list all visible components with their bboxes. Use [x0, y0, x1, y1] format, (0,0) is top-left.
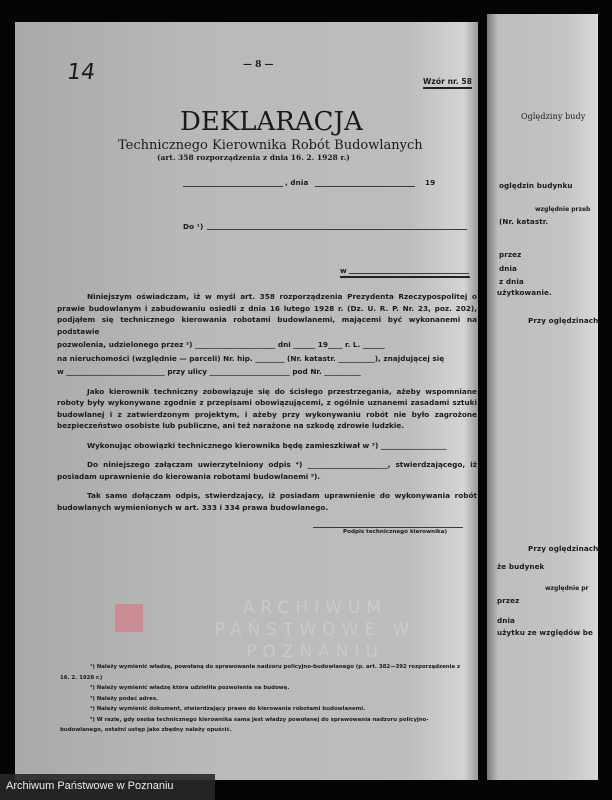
to-label: Do ¹)	[183, 222, 204, 231]
street-line: w ___________________________ przy ulicy ______________________ pod Nr. __________	[57, 367, 361, 376]
signature-label: Podpis technicznego kierownika)	[313, 527, 463, 537]
right-section: Przy oględzinach	[528, 316, 598, 325]
right-line: względnie pr	[545, 585, 589, 592]
residence-paragraph: Wykonując obowiązki technicznego kierownika będę zamieszkiwał w ³) __________________	[87, 440, 447, 450]
qualification-paragraph: Tak samo dołączam odpis, stwierdzający, iż posiadam uprawnienie do wykonywania robót budowlanych wymienionych w art. 333 i 334 prawa budowlanego.	[57, 491, 477, 512]
right-line: przez	[499, 250, 522, 259]
right-line: użytkowanie.	[497, 288, 552, 297]
declaration-body	[57, 291, 477, 537]
right-line: oględzin budynku	[499, 181, 573, 190]
right-heading: Oględziny budy	[521, 112, 586, 121]
right-line: względnie przeb	[535, 206, 591, 213]
year-prefix: 19	[425, 178, 436, 187]
footnote: ¹) Należy wymienić władzę, powołaną do sprawowania nadzoru policyjno-budowlanego (p. art. 382—392 rozporządzenia z 16. 2. 1928 r.)	[60, 664, 461, 681]
adjacent-page	[487, 14, 598, 780]
permit-line: pozwolenia, udzielonego przez ²) ______________________ dni ______ 19____ r. L. ______	[57, 340, 385, 349]
document-page	[15, 22, 478, 780]
right-section: Przy oględzinach	[528, 544, 598, 553]
handwritten-number: 14	[65, 60, 97, 85]
right-line: z dnia	[499, 277, 524, 286]
archive-watermark: Archiwum Państwowe w Poznaniu	[0, 774, 215, 800]
obligation-paragraph: Jako kierownik techniczny zobowiązuje się do ścisłego przestrzegania, ażeby wspomniane roboty były wykonywane zgodnie z przepisami obowiązującemi, z ogólnie uznanemi zasadami sztuki budowlanej i z zatwierdzonym projektym, i ażeby przy wykonywaniu robót nie było zagrożone bezpieczeństwo osobiste lub publiczne, ani też narażone na szkodę zdrowie ludzkie.	[57, 386, 477, 430]
attachment-paragraph: Do niniejszego załączam uwierzytelniony odpis ⁴) ______________________, stwierdzającego, iż posiadam uprawnienie do kierowania robotami budowlanemi ⁵).	[57, 460, 477, 481]
document-reference: (art. 358 rozporządzenia z dnia 16. 2. 1928 r.)	[157, 153, 350, 162]
date-label: , dnia	[285, 178, 309, 187]
footnote: ³) Należy podać adres.	[90, 695, 159, 702]
in-label: w	[340, 266, 347, 275]
right-line: że budynek	[497, 562, 545, 571]
form-label: Wzór nr. 58	[423, 77, 472, 89]
right-line: (Nr. katastr.	[499, 217, 549, 226]
footnote: ²) Należy wymienić władzę która udzieliła pozwolenia na budowę.	[90, 685, 290, 691]
right-line: dnia	[497, 616, 515, 625]
archive-stamp: ARCHIWUM PAŃSTWOWE W POZNANIU	[214, 598, 416, 662]
footnote: ⁴) Należy wymienić dokument, stwierdzający prawo do kierowania robotami budowlanemi.	[90, 706, 366, 712]
document-title: DEKLARACJA	[180, 107, 363, 137]
right-line: przez	[497, 596, 520, 605]
right-line: dnia	[499, 264, 517, 273]
property-line: na nieruchomości (względnie — parceli) Nr. hip. ________ (Nr. katastr. __________), znajdującej się	[57, 353, 445, 363]
right-line: użytku ze względów be	[497, 628, 594, 637]
document-subtitle: Technicznego Kierownika Robót Budowlanych	[118, 138, 423, 153]
declaration-paragraph: Niniejszym oświadczam, iż w myśl art. 358 rozporządzenia Prezydenta Rzeczypospolitej o prawie budowlanym i zabudowaniu osiedli z dnia 16 lutego 1928 r. (Dz. U. R. P. Nr. 23, poz. 202), podjąłem się technicznego kierowania robotami budowlanemi, mającemi być wykonanemi na podstawie	[57, 292, 477, 336]
page-number: — 8 —	[243, 60, 274, 70]
footnotes	[60, 662, 470, 736]
red-stamp-mark	[115, 604, 143, 632]
footnote: ⁵) W razie, gdy osoba technicznego kierownika sama jest władzy powołanej do sprawowania nadzoru policyjno-budowlanego, ostatni ustęp jako zbędny należy opuścić.	[60, 716, 429, 733]
